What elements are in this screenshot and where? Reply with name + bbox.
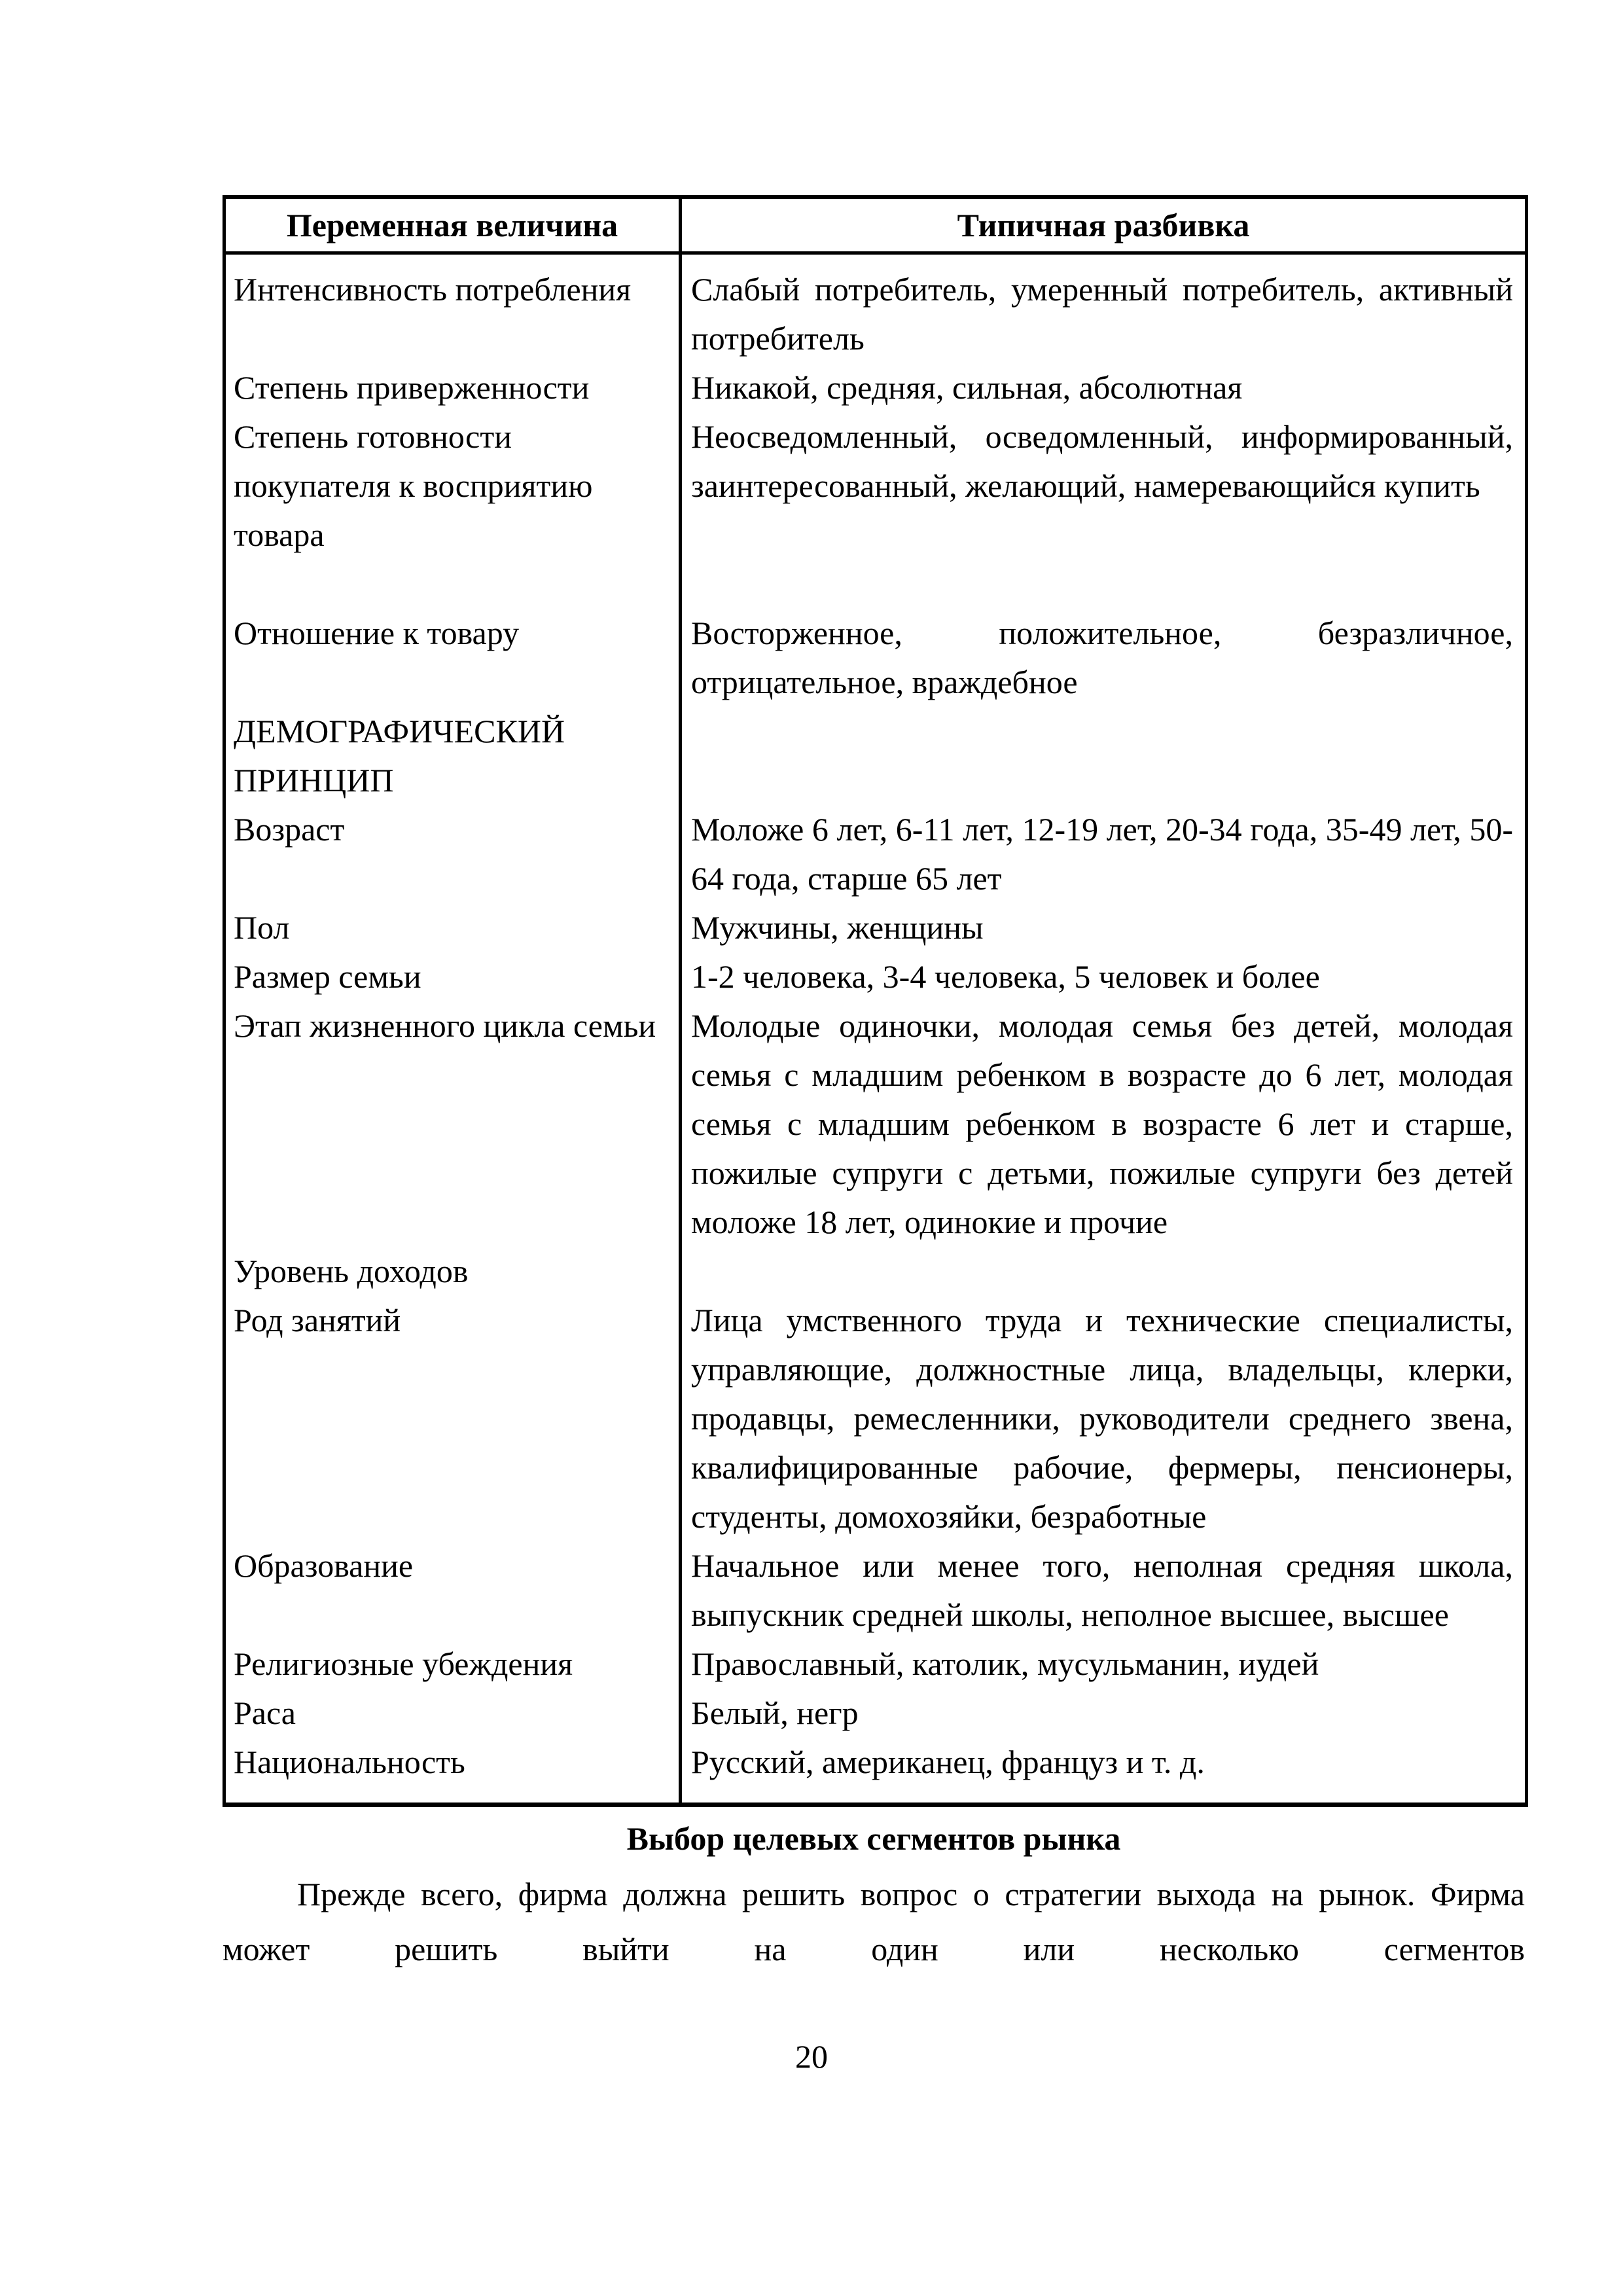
variable-cell: Степень приверженности <box>224 363 681 412</box>
table-row <box>224 363 1527 412</box>
variable-cell: Религиозные убеждения <box>224 1640 681 1689</box>
variable-cell: Размер семьи <box>224 952 681 1001</box>
page-number: 20 <box>795 2038 828 2075</box>
table-row <box>224 412 1527 560</box>
breakdown-cell: Лица умственного труда и технические специалисты, управляющие, должностные лица, владельцы, клерки, продавцы, ремесленники, руководители среднего звена, квалифицированные рабочие, фермеры, пенсионеры, студенты, домохозяйки, безработные <box>691 1302 1513 1535</box>
variable-cell: Отношение к товару <box>224 560 681 707</box>
table-row <box>224 1738 1527 1805</box>
breakdown-cell <box>681 707 1527 805</box>
table-row <box>224 903 1527 952</box>
breakdown-cell: Православный, католик, мусульманин, иудей <box>691 1645 1319 1682</box>
table-row <box>224 805 1527 903</box>
column-header-variable: Переменная величина <box>224 197 681 253</box>
breakdown-cell: Молодые одиночки, молодая семья без детей, молодая семья с младшим ребенком в возрасте до 6 лет, молодая семья с младшим ребенком в возрасте 6 лет и старше, пожилые супруги с детьми, пожилые супруги без детей моложе 18 лет, одинокие и прочие <box>691 1007 1513 1240</box>
variable-cell: Образование <box>224 1541 681 1640</box>
breakdown-cell <box>681 1247 1527 1296</box>
table-row <box>224 1247 1527 1296</box>
table-row <box>224 1296 1527 1541</box>
column-header-breakdown: Типичная разбивка <box>681 197 1527 253</box>
section-heading: Выбор целевых сегментов рынка <box>626 1820 1121 1857</box>
breakdown-cell: Восторженное, положительное, безразличное, отрицательное, враждебное <box>691 615 1513 700</box>
variable-cell: Возраст <box>224 805 681 903</box>
table-header-row <box>224 197 1527 253</box>
breakdown-cell: 1-2 человека, 3-4 человека, 5 человек и более <box>691 958 1320 995</box>
variable-cell: Род занятий <box>224 1296 681 1541</box>
table-row <box>224 952 1527 1001</box>
table-row <box>224 707 1527 805</box>
table-row <box>224 1541 1527 1640</box>
variable-cell: Интенсивность потребления <box>224 253 681 364</box>
breakdown-cell: Начальное или менее того, неполная средняя школа, выпускник средней школы, неполное высшее, высшее <box>691 1547 1513 1633</box>
breakdown-cell: Никакой, средняя, сильная, абсолютная <box>691 369 1243 406</box>
breakdown-cell: Русский, американец, француз и т. д. <box>691 1744 1205 1780</box>
breakdown-cell: Моложе 6 лет, 6-11 лет, 12-19 лет, 20-34 года, 35-49 лет, 50-64 года, старше 65 лет <box>691 811 1513 897</box>
table-row <box>224 1001 1527 1247</box>
variable-cell: Раса <box>224 1689 681 1738</box>
variable-cell: Национальность <box>224 1738 681 1805</box>
table-row <box>224 1640 1527 1689</box>
variable-cell: Уровень доходов <box>224 1247 681 1296</box>
breakdown-cell: Слабый потребитель, умеренный потребитель, активный потребитель <box>691 271 1513 357</box>
breakdown-cell: Белый, негр <box>691 1695 859 1731</box>
table-row <box>224 560 1527 707</box>
variable-cell: Пол <box>224 903 681 952</box>
variable-cell: Этап жизненного цикла семьи <box>224 1001 681 1247</box>
breakdown-cell: Неосведомленный, осведомленный, информированный, заинтересованный, желающий, намеревающийся купить <box>691 418 1513 504</box>
table-row <box>224 253 1527 364</box>
body-paragraph: Прежде всего, фирма должна решить вопрос о стратегии выхода на рынок. Фирма может решить выйти на один или несколько сегментов <box>223 1876 1525 1967</box>
breakdown-cell: Мужчины, женщины <box>691 909 984 946</box>
table-row <box>224 1689 1527 1738</box>
variable-cell: ДЕМОГРАФИЧЕСКИЙ ПРИНЦИП <box>224 707 681 805</box>
variable-cell: Степень готовности покупателя к восприятию товара <box>224 412 681 560</box>
segmentation-table <box>223 195 1528 1807</box>
